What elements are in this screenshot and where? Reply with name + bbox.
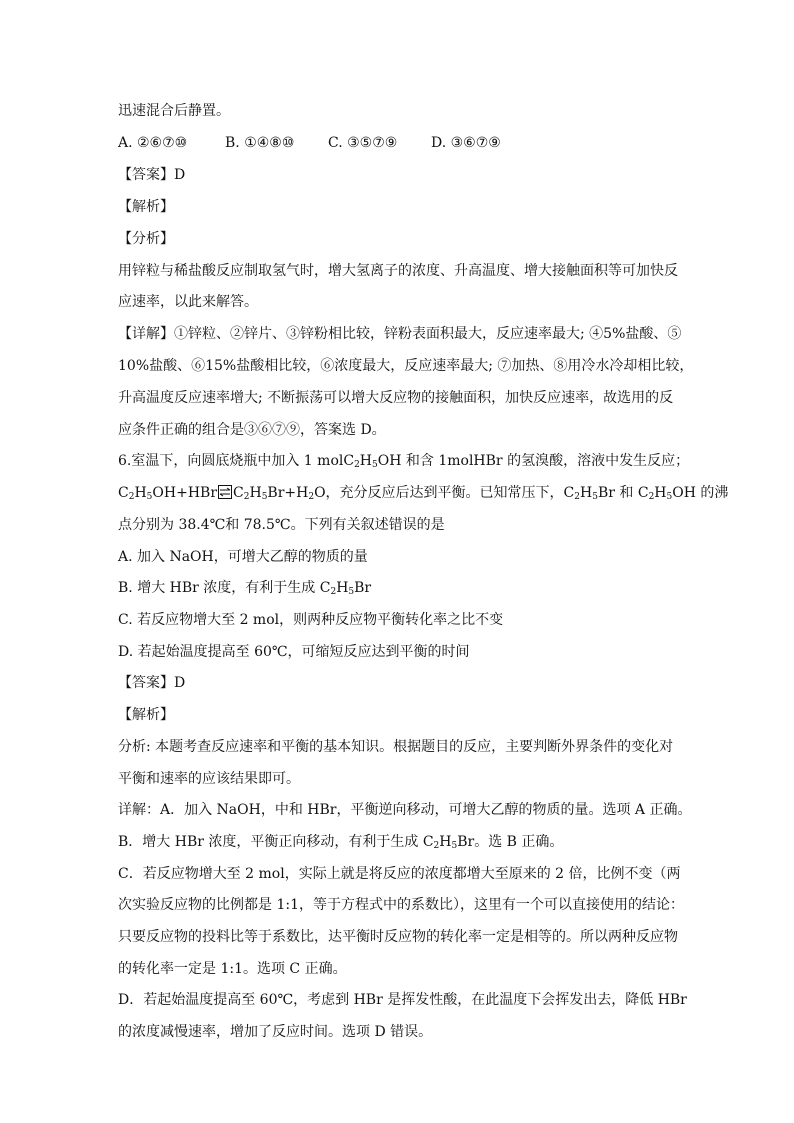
option-b: B. ①④⑧⑩ <box>225 135 295 151</box>
text-line: 次实验反应物的比例都是 1:1，等于方程式中的系数比），这里有一个可以直接使用的结论： <box>118 897 684 913</box>
analysis-sub-label: 【分析】 <box>118 231 174 247</box>
text-line: 【详解】①锌粒、②锌片、③锌粉相比较，锌粉表面积最大，反应速率最大; ④5%盐酸、⑤ <box>118 326 682 342</box>
text-line: 10%盐酸、⑥15%盐酸相比较，⑥浓度最大，反应速率最大; ⑦加热、⑧用冷水冷却相比较， <box>118 358 694 374</box>
text-line: 的浓度减慢速率，增加了反应时间。选项 D 错误。 <box>118 1024 433 1040</box>
option-c: C. ③⑤⑦⑨ <box>328 135 398 151</box>
reaction-equation-line: $C_2H_5OH+HBr$ $C_2H_5Br+H_2O$，充分反应后达到平衡。已知常压下，$C_2H_5Br$ 和 $C_2H_5OH$ 的沸 <box>118 485 729 502</box>
option-a: A. ②⑥⑦⑩ <box>118 135 188 151</box>
text-line: 的转化率一定是 1:1。选项 C 正确。 <box>118 961 347 977</box>
text-line: 应速率，以此来解答。 <box>118 294 258 310</box>
text-line: 迅速混合后静置。 <box>118 103 230 119</box>
option-c: C. 若反应物增大至 2 mol，则两种反应物平衡转化率之比不变 <box>118 612 504 628</box>
analysis-label: 【解析】 <box>118 707 174 723</box>
text-line: B．增大 HBr 浓度，平衡正向移动，有利于生成 $C_2H_5Br$。选 B 正确。 <box>118 834 564 851</box>
option-a: A. 加入 NaOH，可增大乙醇的物质的量 <box>118 549 368 565</box>
text-line: 升高温度反应速率增大; 不断振荡可以增大反应物的接触面积，加快反应速率，故选用的反 <box>118 390 674 406</box>
text-line: 用锌粒与稀盐酸反应制取氢气时，增大氢离子的浓度、升高温度、增大接触面积等可加快反 <box>118 263 678 279</box>
text-line: C．若反应物增大至 2 mol，实际上就是将反应的浓度都增大至原来的 2 倍，比例不变（两 <box>118 866 681 882</box>
options-row <box>118 133 501 153</box>
option-d: D. ③⑥⑦⑨ <box>431 135 501 151</box>
text-line: 分析: 本题考查反应速率和平衡的基本知识。根据题目的反应，主要判断外界条件的变化对 <box>118 739 674 755</box>
option-b: B. 增大 HBr 浓度，有利于生成 $C_2H_5Br$ <box>118 580 372 597</box>
text-line: 应条件正确的组合是③⑥⑦⑨，答案选 D。 <box>118 422 386 438</box>
text-line: 平衡和速率的应该结果即可。 <box>118 771 300 787</box>
text-line: 只要反应物的投料比等于系数比，达平衡时反应物的转化率一定是相等的。所以两种反应物 <box>118 929 678 945</box>
question-6-stem: 6.室温下，向圆底烧瓶中加入 1 $molC_2H_5OH$ 和含 1molHBr 的氢溴酸，溶液中发生反应； <box>118 453 690 470</box>
text-line: 点分别为 38.4℃和 78.5℃。下列有关叙述错误的是 <box>118 517 445 533</box>
text-line: D．若起始温度提高至 60℃，考虑到 HBr 是挥发性酸，在此温度下会挥发出去，降低 HBr <box>118 992 687 1008</box>
text-line: 详解：A．加入 NaOH，中和 HBr，平衡逆向移动，可增大乙醇的物质的量。选项 A 正确。 <box>118 802 692 818</box>
option-d: D. 若起始温度提高至 60℃，可缩短反应达到平衡的时间 <box>118 644 470 660</box>
answer-label: 【答案】D <box>118 675 186 691</box>
equilibrium-arrow-icon <box>218 485 232 499</box>
answer-label: 【答案】D <box>118 167 186 183</box>
analysis-label: 【解析】 <box>118 199 174 215</box>
